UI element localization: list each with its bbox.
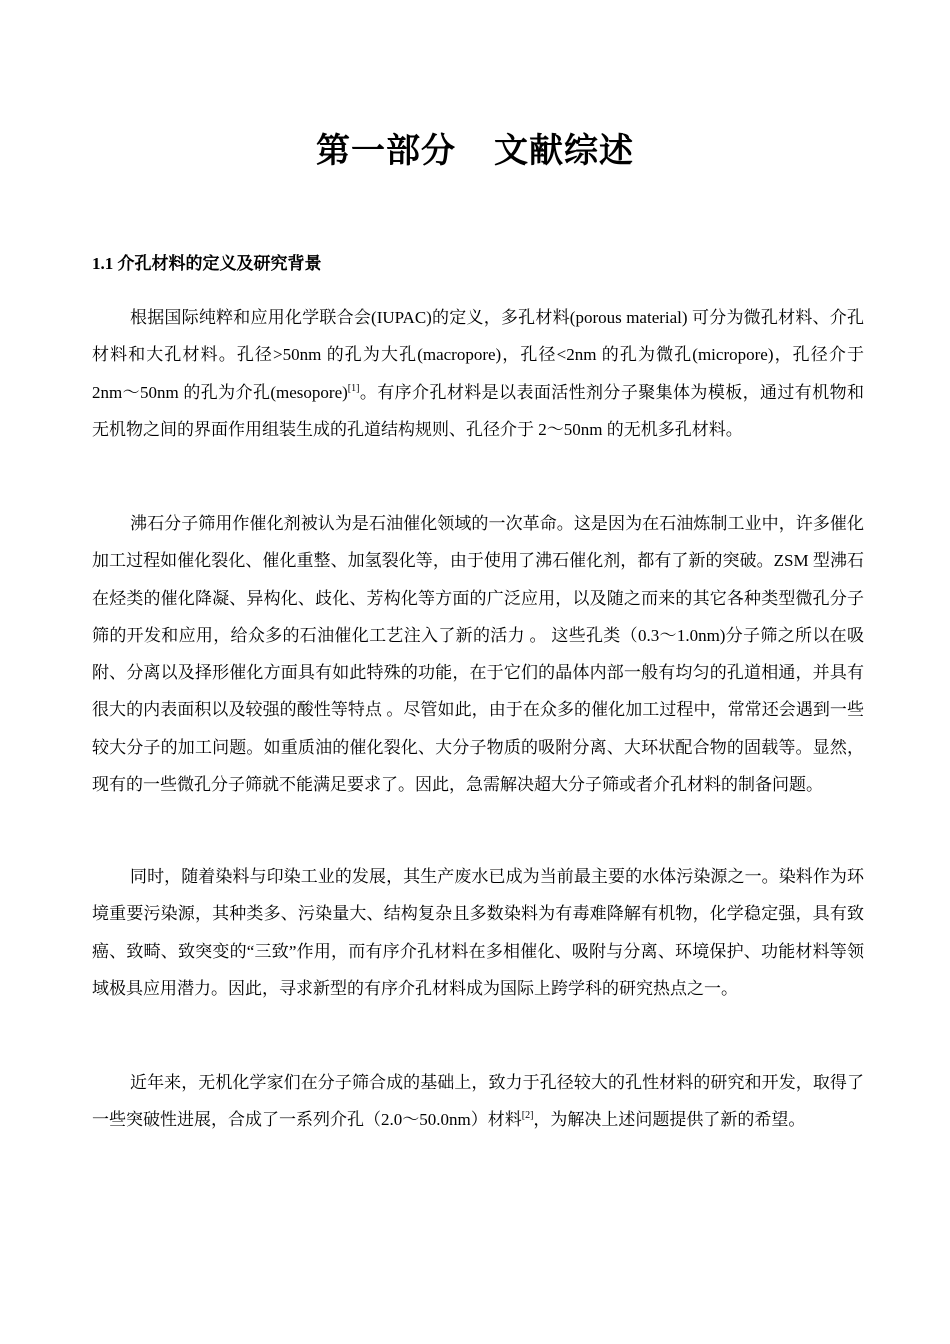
paragraph-zeolite-catalysis: 沸石分子筛用作催化剂被认为是石油催化领域的一次革命。这是因为在石油炼制工业中，许多催化加工过程如催化裂化、催化重整、加氢裂化等，由于使用了沸石催化剂，都有了新的突破。ZSM 型沸石在烃类的催化降凝、异构化、歧化、芳构化等方面的广泛应用，以及随之而来的其它各种类型微孔分子筛的开发和应用，给众多的石油催化工艺注入了新的活力 。 这些孔类（0.3～1.0nm)分子筛之所以在吸附、分离以及择形催化方面具有如此特殊的功能，在于它们的晶体内部一般有均匀的孔道相通，并具有很大的内表面积以及较强的酸性等特点 。尽管如此，由于在众多的催化加工过程中，常常还会遇到一些较大分子的加工问题。如重质油的催化裂化、大分子物质的吸附分离、大环状配合物的固载等。显然，现有的一些微孔分子筛就不能满足要求了。因此，急需解决超大分子筛或者介孔材料的制备问题。 xyxy=(92,514,864,795)
section-heading: 1.1 介孔材料的定义及研究背景 xyxy=(92,254,322,273)
paragraph-iupac-definition xyxy=(92,299,864,448)
paragraph-text: 根据国际纯粹和应用化学联合会(IUPAC)的定义，多孔材料(porous material) 可分为微孔材料、介孔材料和大孔材料。孔径>50nm 的孔为大孔(macropore)，孔径<2nm 的孔为微孔(micropore)，孔径介于 2nm～50nm 的孔为介孔(mesopore) xyxy=(92,308,864,402)
part-title: 第一部分 文献综述 xyxy=(316,133,634,170)
paragraph-text: ，为解决上述问题提供了新的希望。 xyxy=(533,1110,806,1130)
paragraph-dye-pollution: 同时，随着染料与印染工业的发展，其生产废水已成为当前最主要的水体污染源之一。染料作为环境重要污染源，其种类多、污染量大、结构复杂且多数染料为有毒难降解有机物，化学稳定强，具有致癌、致畸、致突变的“三致”作用，而有序介孔材料在多相催化、吸附与分离、环境保护、功能材料等领域极具应用潜力。因此，寻求新型的有序介孔材料成为国际上跨学科的研究热点之一。 xyxy=(92,867,864,998)
paragraph-text: 。有序介孔材料是以表面活性剂分子聚集体为模板，通过有机物和无机物之间的界面作用组装生成的孔道结构规则、孔径介于 2～50nm 的无机多孔材料。 xyxy=(92,382,865,439)
paragraph-recent-progress xyxy=(92,1064,864,1139)
citation-ref: [2] xyxy=(521,1110,534,1122)
paragraph-text: 近年来，无机化学家们在分子筛合成的基础上，致力于孔径较大的孔性材料的研究和开发，取得了一些突破性进展，合成了一系列介孔（2.0～50.0nm）材料 xyxy=(92,1073,864,1130)
citation-ref: [1] xyxy=(347,382,360,394)
